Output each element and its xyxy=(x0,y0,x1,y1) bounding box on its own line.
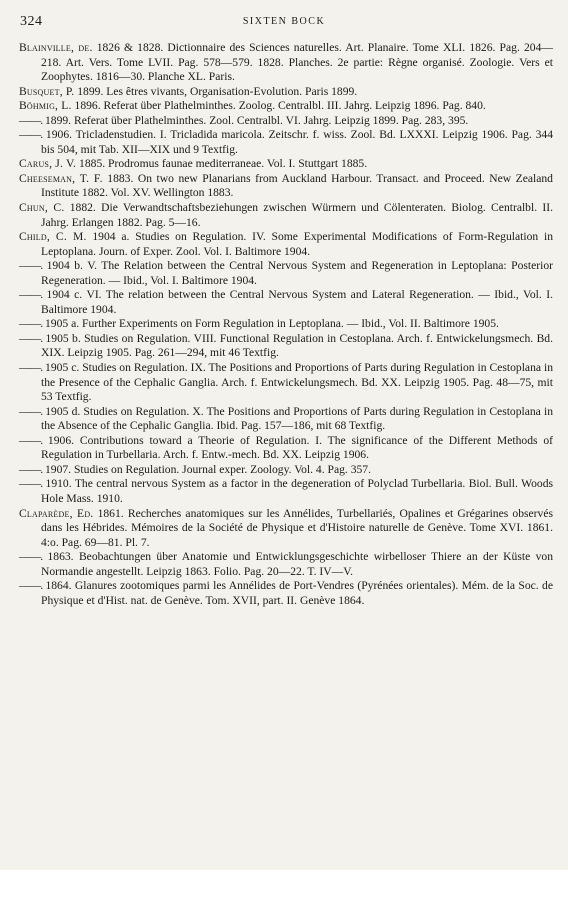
reference-entry xyxy=(19,550,553,579)
reference-text: 1906. Tricladenstudien. I. Tricladida maricola. Zeitschr. f. wiss. Zool. Bd. LXXXI. Leipzig 1906. Pag. 344 bis 504, mit Tab. XII—XIX und 9 Textfig. xyxy=(41,128,553,156)
reference-author: ——. xyxy=(19,550,43,564)
reference-text: 1906. Contributions toward a Theorie of Regulation. I. The significance of the Different Methods of Regulation in Turbellaria. Arch. f. Entw.-mech. Bd. XX. Leipzig 1906. xyxy=(41,433,553,462)
reference-author: ——. xyxy=(19,259,43,273)
reference-text: 1885. Prodromus faunae mediterraneae. Vol. I. Stuttgart 1885. xyxy=(76,157,368,171)
reference-text: 1905 b. Studies on Regulation. VIII. Functional Regulation in Cestoplana. Arch. f. Entwickelungsmech. Bd. XIX. Leipzig 1905. Pag. 261—294, mit 46 Textfig. xyxy=(41,331,553,360)
reference-text: 1863. Beobachtungen über Anatomie und Entwicklungsgeschichte wirbelloser Thiere an der Küste von Normandie angestellt. Leipzig 1863. Folio. Pag. 20—22. T. IV—V. xyxy=(41,550,553,578)
reference-text: 1883. On two new Planarians from Auckland Harbour. Transact. and Proceed. New Zealand Institute 1882. Vol. XV. Wellington 1883. xyxy=(41,171,553,200)
reference-entry xyxy=(19,477,553,506)
reference-text: 1904 b. V. The Relation between the Central Nervous System and Regeneration in Leptoplana: Posterior Regeneration. — Ibid., Vol. I. Baltimore 1904. xyxy=(41,259,553,287)
reference-author: ——. xyxy=(19,462,43,476)
reference-author: ——. xyxy=(19,477,43,491)
reference-author: Cheeseman, T. F. xyxy=(19,171,103,185)
reference-text: 1861. Recherches anatomiques sur les Annélides, Turbellariés, Opalines et Grégarines observés dans les Hébrides. Mémoires de la Société de Physique et d'Histoire naturelle de Genève. Tome XVI. 1861. 4:o. Pag. 69—81. Pl. 7. xyxy=(41,506,553,549)
reference-entry xyxy=(19,128,553,157)
reference-text: 1910. The central nervous System as a factor in the degeneration of Polyclad Turbellaria. Biol. Bull. Woods Hole Mass. 1910. xyxy=(41,477,553,505)
page-number: 324 xyxy=(20,14,43,29)
reference-author: ——. xyxy=(19,361,43,375)
reference-author: ——. xyxy=(19,579,43,593)
reference-author: ——. xyxy=(19,404,43,418)
reference-text: 1907. Studies on Regulation. Journal exper. Zoology. Vol. 4. Pag. 357. xyxy=(42,462,371,476)
reference-entry xyxy=(19,507,553,551)
reference-entry xyxy=(19,41,553,85)
reference-text: 1864. Glanures zootomiques parmi les Annélides de Port-Vendres (Pyrénées orientales). Mém. de la Soc. de Physique et d'Hist. nat. de Genève. Tom. XVII, part. II. Genève 1864. xyxy=(41,579,553,607)
reference-author: Child, C. M. xyxy=(19,230,87,244)
reference-entry xyxy=(19,434,553,463)
running-head: SIXTEN BOCK xyxy=(242,16,326,27)
reference-author: Böhmig, L. xyxy=(19,99,72,113)
reference-entry xyxy=(19,99,553,114)
page-bottom-margin xyxy=(0,870,568,917)
reference-text: 1905 c. Studies on Regulation. IX. The Positions and Proportions of Parts during Regulation in Cestoplana in the Presence of the Cephalic Ganglia. Arch. f. Entwickelungsmech. Bd. XX. Leipzig 1905. Pag. 48—75, mit 53 Textfig. xyxy=(41,361,553,404)
reference-entry xyxy=(19,157,553,172)
reference-entry xyxy=(19,463,553,478)
reference-entry xyxy=(19,405,553,434)
reference-text: 1905 d. Studies on Regulation. X. The Positions and Proportions of Parts during Regulation in Cestoplana in the Absence of the Cephalic Ganglia. Ibid. Pag. 157—186, mit 68 Textfig. xyxy=(41,404,553,433)
reference-author: ——. xyxy=(19,433,43,447)
reference-entry xyxy=(19,114,553,129)
reference-author: Claparède, Ed. xyxy=(19,506,94,520)
reference-text: 1904 c. VI. The relation between the Central Nervous System and Lateral Regeneration. — Ibid., Vol. I. Baltimore 1904. xyxy=(41,288,553,316)
reference-author: ——. xyxy=(19,128,43,142)
reference-author: Carus, J. V. xyxy=(19,157,77,171)
reference-text: 1882. Die Verwandtschaftsbeziehungen zwischen Würmern und Cölenteraten. Biolog. Centralbl. II. Jahrg. Erlangen 1882. Pag. 5—16. xyxy=(41,201,553,229)
reference-entry xyxy=(19,317,553,332)
reference-entry xyxy=(19,201,553,230)
reference-entry xyxy=(19,172,553,201)
reference-author: Busquet, P. xyxy=(19,84,75,98)
reference-author: Blainville, de. xyxy=(19,41,93,54)
reference-entry xyxy=(19,579,553,608)
reference-entry xyxy=(19,332,553,361)
reference-author: Chun, C. xyxy=(19,201,65,215)
reference-entry xyxy=(19,288,553,317)
bibliography-list xyxy=(19,41,553,608)
reference-author: ——. xyxy=(19,331,43,345)
reference-text: 1904 a. Studies on Regulation. IV. Some Experimental Modifications of Form-Regulation in Leptoplana. Journ. of Exper. Zool. Vol. I. Baltimore 1904. xyxy=(41,230,553,258)
reference-text: 1899. Referat über Plathelminthes. Zool. Centralbl. VI. Jahrg. Leipzig 1899. Pag. 283, 395. xyxy=(42,113,469,127)
reference-text: 1826 & 1828. Dictionnaire des Sciences naturelles. Art. Planaire. Tome XLI. 1826. Pag. 204—218. Art. Vers. Tome LVII. Pag. 578—579. 1828. Planches. 2e partie: Règne organisé. Zoologie. Vers et Zoophytes. 1816—30. Planche XL. Paris. xyxy=(41,41,553,84)
reference-text: 1896. Referat über Plathelminthes. Zoolog. Centralbl. III. Jahrg. Leipzig 1896. Pag. 840. xyxy=(71,99,486,113)
reference-author: ——. xyxy=(19,288,43,302)
reference-entry xyxy=(19,230,553,259)
reference-entry xyxy=(19,259,553,288)
reference-entry xyxy=(19,361,553,405)
reference-text: 1905 a. Further Experiments on Form Regulation in Leptoplana. — Ibid., Vol. II. Baltimore 1905. xyxy=(42,317,499,331)
page-header xyxy=(20,14,548,32)
reference-author: ——. xyxy=(19,113,43,127)
reference-text: 1899. Les êtres vivants, Organisation-Evolution. Paris 1899. xyxy=(74,84,358,98)
reference-entry xyxy=(19,85,553,100)
reference-author: ——. xyxy=(19,317,43,331)
